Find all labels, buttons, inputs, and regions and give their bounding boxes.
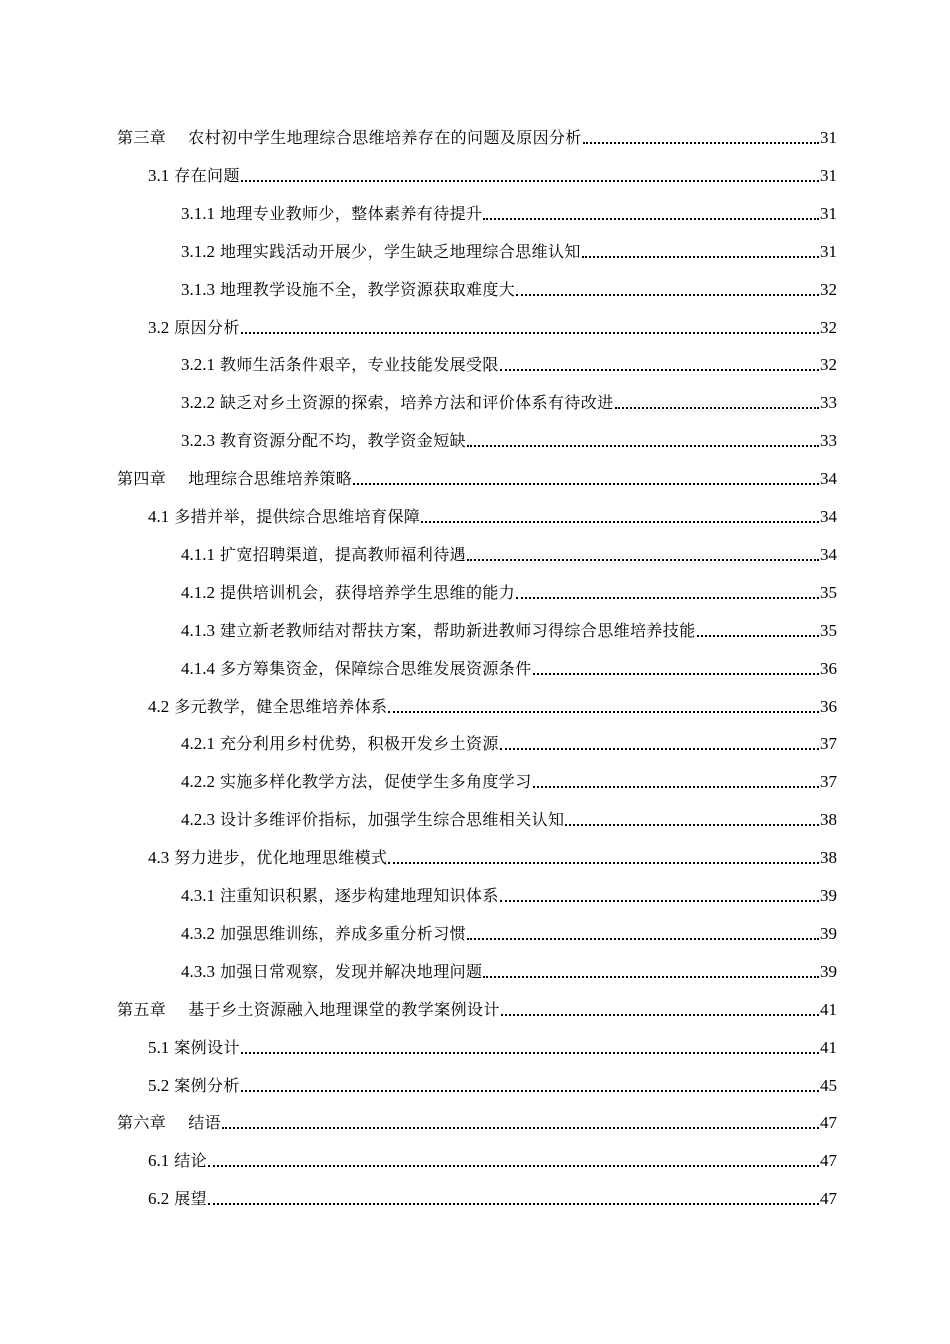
toc-entry-title: 地理综合思维培养策略 <box>188 469 353 489</box>
toc-entry-title: 展望 <box>174 1189 208 1209</box>
toc-entry-label <box>181 810 564 830</box>
toc-entry[interactable] <box>181 724 837 754</box>
toc-entry-label <box>181 242 581 262</box>
toc-entry[interactable] <box>181 573 837 603</box>
toc-page-number: 38 <box>820 848 837 868</box>
toc-entry[interactable] <box>117 1103 837 1133</box>
toc-entry-label <box>181 545 466 565</box>
toc-leader-dots <box>241 1090 819 1092</box>
toc-entry-title: 多方筹集资金，保障综合思维发展资源条件 <box>220 658 532 678</box>
toc-leader-dots <box>615 407 819 409</box>
toc-entry-label <box>148 1189 207 1209</box>
toc-entry-title: 提供培训机会，获得培养学生思维的能力 <box>220 582 516 602</box>
toc-page-number: 47 <box>820 1151 837 1171</box>
toc-entry-title: 结语 <box>188 1113 222 1133</box>
toc-entry[interactable] <box>148 687 837 717</box>
toc-leader-dots <box>467 559 819 561</box>
toc-entry-number: 3.1.2 <box>181 241 215 261</box>
toc-entry[interactable] <box>181 876 837 906</box>
toc-leader-dots <box>565 824 819 826</box>
toc-leader-dots <box>697 635 819 637</box>
toc-entry-number: 3.1 <box>148 165 170 185</box>
toc-leader-dots <box>208 1165 819 1167</box>
toc-entry-number: 4.3.1 <box>181 886 215 905</box>
toc-entry-title: 地理专业教师少，整体素养有待提升 <box>220 203 483 223</box>
toc-entry[interactable] <box>181 270 837 300</box>
toc-entry-number: 3.1.3 <box>181 279 215 299</box>
toc-entry[interactable] <box>181 232 837 262</box>
toc-entry-label <box>181 734 499 754</box>
toc-entry-label <box>148 1151 207 1171</box>
toc-entry-label <box>117 1000 500 1020</box>
toc-entry-title: 建立新老教师结对帮扶方案，帮助新进教师习得综合思维培养技能 <box>220 620 696 640</box>
toc-entry-label <box>181 393 614 413</box>
toc-entry-number: 4.2 <box>148 696 170 716</box>
toc-entry[interactable] <box>148 156 837 186</box>
toc-entry[interactable] <box>181 194 837 224</box>
toc-entry-label <box>181 659 532 679</box>
toc-leader-dots <box>533 786 819 788</box>
toc-entry[interactable] <box>148 1179 837 1209</box>
toc-entry-label <box>148 848 387 868</box>
toc-page-number: 39 <box>820 886 837 905</box>
toc-entry-title: 加强日常观察，发现并解决地理问题 <box>220 961 483 981</box>
toc-entry-label <box>148 507 420 527</box>
toc-page-number: 31 <box>820 241 837 261</box>
toc-leader-dots <box>500 900 819 902</box>
toc-leader-dots <box>241 180 819 182</box>
toc-leader-dots <box>421 521 819 523</box>
toc-entry-number: 6.1 <box>148 1151 170 1171</box>
toc-entry-number: 4.3 <box>148 848 170 868</box>
toc-leader-dots <box>516 597 819 599</box>
toc-page-number: 45 <box>820 1075 837 1095</box>
toc-entry-number: 4.1.3 <box>181 620 215 640</box>
toc-entry-title: 加强思维训练，养成多重分析习惯 <box>220 923 467 943</box>
toc-page-number: 36 <box>820 696 837 716</box>
toc-entry-title: 教师生活条件艰辛，专业技能发展受限 <box>220 355 499 375</box>
toc-entry[interactable] <box>117 459 837 489</box>
toc-entry-label <box>181 962 482 982</box>
toc-leader-dots <box>388 862 819 864</box>
toc-entry-title: 教育资源分配不均，教学资金短缺 <box>220 431 467 451</box>
toc-leader-dots <box>241 332 819 334</box>
toc-entry-title: 案例设计 <box>174 1037 240 1057</box>
toc-entry-number: 5.2 <box>148 1075 170 1095</box>
toc-entry-title: 多元教学，健全思维培养体系 <box>174 696 388 716</box>
toc-entry-label <box>117 469 352 489</box>
toc-page-number: 37 <box>820 772 837 792</box>
toc-page-number: 33 <box>820 431 837 451</box>
toc-entry[interactable] <box>148 1066 837 1096</box>
toc-entry[interactable] <box>117 990 837 1020</box>
toc-leader-dots <box>208 1203 819 1205</box>
toc-page-number: 47 <box>820 1113 837 1133</box>
toc-entry-title: 地理实践活动开展少，学生缺乏地理综合思维认知 <box>220 241 581 261</box>
toc-page-number: 31 <box>820 165 837 185</box>
toc-leader-dots <box>533 673 819 675</box>
toc-entry-label <box>148 318 240 338</box>
toc-entry-number: 第六章 <box>117 1113 167 1133</box>
toc-page-number: 32 <box>820 355 837 375</box>
toc-entry-number: 4.1.1 <box>181 544 215 564</box>
toc-leader-dots <box>501 1014 819 1016</box>
toc-leader-dots <box>467 938 819 940</box>
toc-page-number: 34 <box>820 507 837 526</box>
toc-entry-number: 6.2 <box>148 1189 170 1209</box>
toc-entry-title: 努力进步，优化地理思维模式 <box>174 848 388 868</box>
toc-entry-title: 注重知识积累，逐步构建地理知识体系 <box>220 886 499 905</box>
toc-page-number: 41 <box>820 999 837 1019</box>
toc-entry[interactable] <box>181 914 837 944</box>
toc-page-number: 39 <box>820 923 837 943</box>
toc-page-number: 32 <box>820 317 837 337</box>
toc-entry[interactable] <box>148 1141 837 1171</box>
toc-entry-title: 地理教学设施不全，教学资源获取难度大 <box>220 279 516 299</box>
toc-page-number: 35 <box>820 582 837 602</box>
toc-entry-number: 3.2 <box>148 317 170 337</box>
toc-entry-number: 4.1.2 <box>181 582 215 602</box>
toc-entry[interactable] <box>181 345 837 375</box>
toc-page-number: 37 <box>820 734 837 754</box>
toc-entry[interactable] <box>181 383 837 413</box>
toc-entry-title: 基于乡土资源融入地理课堂的教学案例设计 <box>188 999 500 1019</box>
toc-entry-label <box>148 166 240 186</box>
toc-leader-dots <box>516 294 819 296</box>
toc-entry-number: 3.2.3 <box>181 431 215 451</box>
toc-entry-label <box>148 697 387 717</box>
toc-entry-label <box>148 1076 240 1096</box>
toc-entry-label <box>181 431 466 451</box>
toc-entry-title: 充分利用乡村优势，积极开发乡土资源 <box>220 734 499 754</box>
toc-entry-number: 4.3.2 <box>181 923 215 943</box>
toc-entry-number: 3.2.2 <box>181 393 215 413</box>
toc-entry-title: 实施多样化教学方法，促使学生多角度学习 <box>220 772 532 792</box>
toc-entry-title: 原因分析 <box>174 317 240 337</box>
toc-entry-label <box>181 924 466 944</box>
toc-entry[interactable] <box>148 497 837 527</box>
toc-entry-number: 4.2.2 <box>181 772 215 792</box>
toc-page-number: 41 <box>820 1037 837 1057</box>
toc-page-number: 32 <box>820 279 837 299</box>
toc-entry-label <box>181 621 696 641</box>
toc-page-number: 34 <box>820 544 837 564</box>
toc-entry[interactable] <box>181 800 837 830</box>
toc-leader-dots <box>483 218 819 220</box>
toc-entry[interactable] <box>148 308 837 338</box>
toc-entry-number: 5.1 <box>148 1037 170 1057</box>
toc-page-number: 33 <box>820 393 837 413</box>
toc-entry-label <box>117 1113 221 1133</box>
toc-page-number: 31 <box>820 203 837 223</box>
toc-entry-number: 4.1 <box>148 507 170 526</box>
toc-leader-dots <box>222 1127 819 1129</box>
toc-entry-number: 第四章 <box>117 469 167 489</box>
toc-entry-number: 4.3.3 <box>181 961 215 981</box>
toc-leader-dots <box>388 711 819 713</box>
toc-entry-title: 设计多维评价指标，加强学生综合思维相关认知 <box>220 810 565 830</box>
toc-entry-title: 案例分析 <box>174 1075 240 1095</box>
toc-entry-number: 3.2.1 <box>181 355 215 375</box>
toc-leader-dots <box>483 976 819 978</box>
toc-entry-label <box>148 1038 240 1058</box>
toc-entry-label <box>181 280 515 300</box>
toc-leader-dots <box>467 445 819 447</box>
toc-entry-label <box>181 772 532 792</box>
toc-entry-label <box>117 128 582 148</box>
toc-entry-number: 4.2.1 <box>181 734 215 754</box>
toc-entry-label <box>181 355 499 375</box>
toc-page-number: 31 <box>820 128 837 147</box>
toc-entry-label <box>181 886 499 906</box>
toc-entry-number: 3.1.1 <box>181 203 215 223</box>
toc-entry[interactable] <box>181 952 837 982</box>
toc-entry-number: 4.2.3 <box>181 810 215 830</box>
toc-page-number: 36 <box>820 658 837 678</box>
toc-entry-title: 农村初中学生地理综合思维培养存在的问题及原因分析 <box>188 128 582 147</box>
toc-entry-title: 缺乏对乡土资源的探索，培养方法和评价体系有待改进 <box>220 393 614 413</box>
toc-leader-dots <box>241 1052 819 1054</box>
toc-page-number: 34 <box>820 469 837 489</box>
toc-leader-dots <box>353 483 819 485</box>
toc-page-number: 38 <box>820 810 837 830</box>
toc-leader-dots <box>500 369 819 371</box>
toc-entry[interactable] <box>117 118 837 148</box>
toc-entry[interactable] <box>181 649 837 679</box>
toc-page-number: 47 <box>820 1189 837 1209</box>
toc-leader-dots <box>583 142 819 144</box>
toc-entry-title: 多措并举，提供综合思维培育保障 <box>174 507 421 526</box>
toc-leader-dots <box>582 256 819 258</box>
toc-entry-number: 4.1.4 <box>181 658 215 678</box>
toc-entry[interactable] <box>181 535 837 565</box>
toc-page-number: 35 <box>820 620 837 640</box>
toc-leader-dots <box>500 748 819 750</box>
toc-entry-number: 第三章 <box>117 128 167 147</box>
toc-entry[interactable] <box>181 611 837 641</box>
toc-entry-title: 存在问题 <box>174 165 240 185</box>
toc-entry-title: 结论 <box>174 1151 208 1171</box>
toc-entry[interactable] <box>148 838 837 868</box>
toc-entry[interactable] <box>181 421 837 451</box>
toc-entry[interactable] <box>181 762 837 792</box>
toc-entry-number: 第五章 <box>117 999 167 1019</box>
toc-entry-label <box>181 204 482 224</box>
toc-entry[interactable] <box>148 1028 837 1058</box>
toc-entry-title: 扩宽招聘渠道，提高教师福利待遇 <box>220 544 467 564</box>
toc-entry-label <box>181 583 515 603</box>
toc-page-number: 39 <box>820 961 837 981</box>
